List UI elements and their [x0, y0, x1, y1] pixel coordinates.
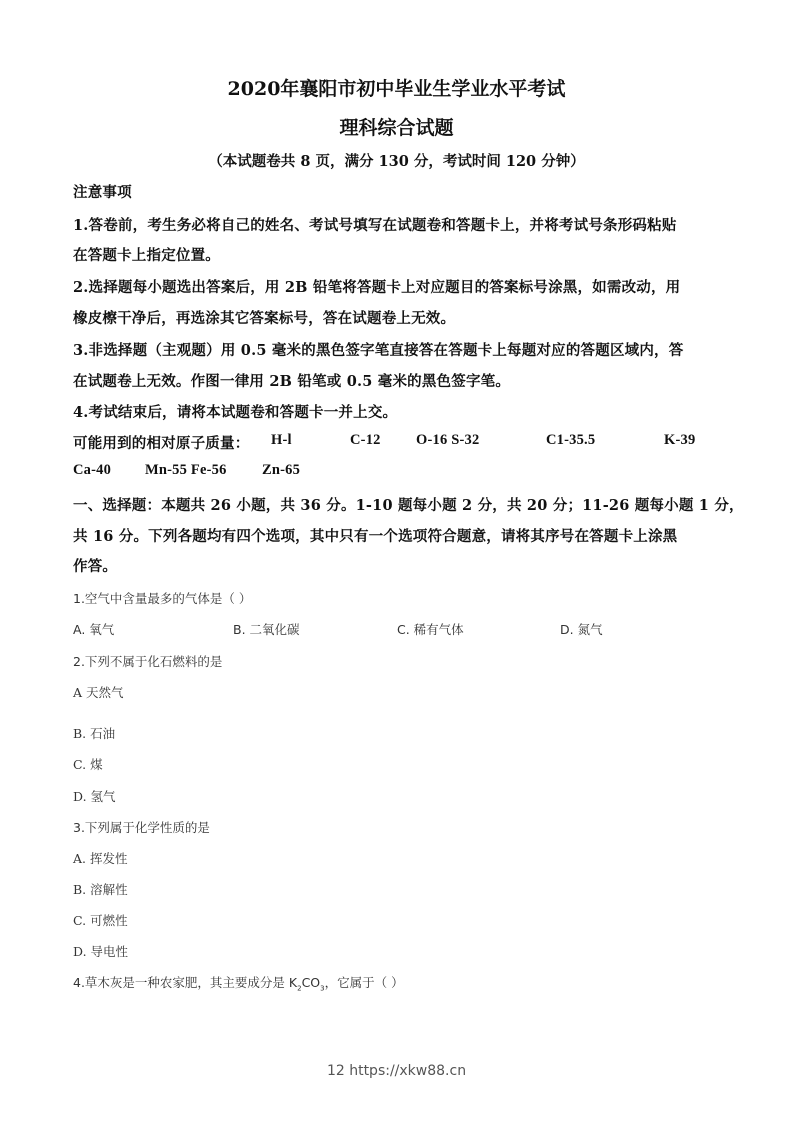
notice-item-1-line2: 在答题卡上指定位置。: [73, 247, 220, 264]
question-1-option-b: B. 二氧化碳: [233, 622, 300, 637]
question-3-option-b: B. 溶解性: [73, 882, 128, 897]
atomic-mass-cl: C1-35.5: [546, 432, 596, 448]
question-1-option-c: C. 稀有气体: [397, 622, 464, 637]
subscript-3: 3: [320, 984, 325, 993]
atomic-mass-c: C-12: [350, 432, 381, 448]
exam-subtitle: 理科综合试题: [339, 117, 454, 139]
question-1-stem: 1.空气中含量最多的气体是（ ）: [73, 591, 252, 606]
section1-instructions-line3: 作答。: [73, 558, 118, 575]
subscript-2: 2: [297, 984, 302, 993]
question-3-option-c: C. 可燃性: [73, 913, 128, 928]
question-2-option-c: C. 煤: [73, 757, 103, 772]
question-3-stem: 3.下列属于化学性质的是: [73, 820, 210, 835]
question-4-stem-text: 4.草木灰是一种农家肥，其主要成分是 K: [73, 975, 298, 990]
section1-instructions-line1: 一、选择题：本题共 26 小题，共 36 分。1-10 题每小题 2 分，共 20 分；11-26 题每小题 1 分，: [73, 497, 744, 514]
notice-item-1-line1: 1.答卷前，考生务必将自己的姓名、考试号填写在试题卷和答题卡上，并将考试号条形码粘贴: [73, 217, 677, 234]
atomic-mass-label: 可能用到的相对原子质量：: [73, 435, 250, 452]
notice-item-2-line2: 橡皮檫干净后，再选涂其它答案标号，答在试题卷上无效。: [73, 310, 456, 327]
question-4-stem: [73, 973, 404, 993]
question-1-option-d: D. 氮气: [560, 622, 603, 637]
atomic-mass-h: H-l: [271, 432, 292, 448]
notice-heading: 注意事项: [73, 184, 132, 201]
notice-item-3-line1: 3.非选择题（主观题）用 0.5 毫米的黑色签字笔直接答在答题卡上每题对应的答题区域内，答: [73, 342, 684, 359]
exam-title: 2020年襄阳市初中毕业生学业水平考试: [227, 78, 566, 100]
exam-meta: （本试题卷共 8 页，满分 130 分，考试时间 120 分钟）: [208, 153, 585, 170]
formula-co: CO: [301, 975, 321, 990]
notice-item-4: 4.考试结束后，请将本试题卷和答题卡一并上交。: [73, 404, 398, 421]
question-2-option-d: D. 氢气: [73, 789, 116, 804]
notice-item-3-line2: 在试题卷上无效。作图一律用 2B 铅笔或 0.5 毫米的黑色签字笔。: [73, 373, 511, 390]
atomic-mass-zn: Zn-65: [262, 462, 301, 478]
page-footer-watermark: 12 https://xkw88.cn: [326, 1063, 467, 1079]
question-1-option-a: A. 氧气: [73, 622, 115, 637]
section1-instructions-line2: 共 16 分。下列各题均有四个选项，其中只有一个选项符合题意，请将其序号在答题卡上涂黑: [73, 528, 678, 545]
question-2-option-a: A 天然气: [73, 685, 124, 700]
notice-item-2-line1: 2.选择题每小题选出答案后，用 2B 铅笔将答题卡上对应题目的答案标号涂黑，如需改动，用: [73, 279, 681, 296]
atomic-mass-ca: Ca-40: [73, 462, 112, 478]
atomic-mass-k: K-39: [664, 432, 696, 448]
question-4-stem-tail: ，它属于（ ）: [324, 975, 404, 990]
question-2-stem: 2.下列不属于化石燃料的是: [73, 654, 223, 669]
atomic-mass-o-s: O-16 S-32: [416, 432, 480, 448]
question-3-option-a: A. 挥发性: [73, 851, 128, 866]
question-3-option-d: D. 导电性: [73, 944, 129, 959]
question-2-option-b: B. 石油: [73, 726, 116, 741]
atomic-mass-mn-fe: Mn-55 Fe-56: [145, 462, 227, 478]
